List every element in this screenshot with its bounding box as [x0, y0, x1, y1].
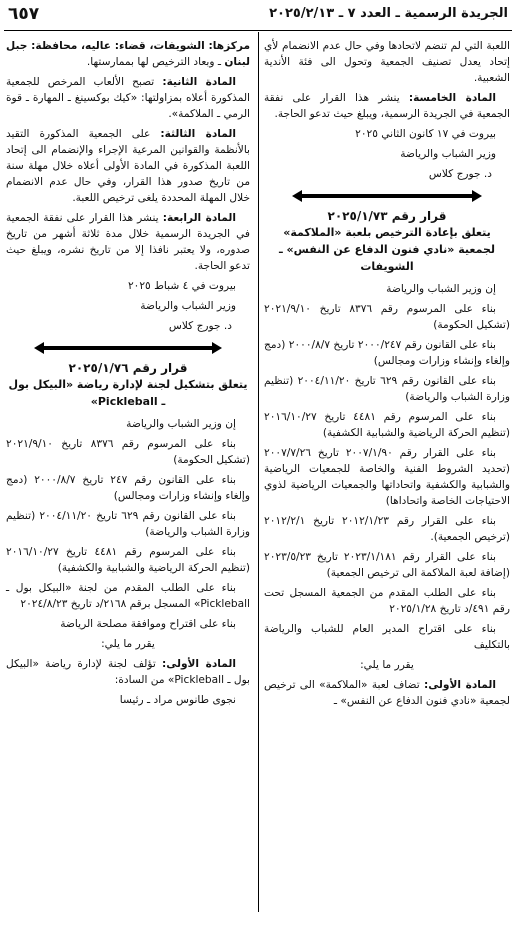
- decision-title: قرار رقم ٢٠٢٥/١/٧٣: [327, 209, 447, 223]
- page-header: [0, 0, 516, 30]
- decision-opening: إن وزير الشباب والرياضة: [126, 418, 236, 430]
- article-text: تؤلف لجنة لإدارة رياضة «البيكل بول ـ Pickleball» من السادة:: [6, 658, 250, 686]
- column-divider: [258, 32, 259, 912]
- reference-item: بناء على اقتراح وموافقة مصلحة الرياضة: [60, 618, 236, 630]
- committee-member: نجوى طانوس مراد ـ رئيسا: [119, 694, 236, 706]
- article-text: على الجمعية المذكورة التقيد بالأنظمة والقوانين المرعية الإجراء والإنضمام الى إتحاد اللعبة المذكورة في المادة الأولى أعلاه خلال مهلة سنة من تاريخ صدور هذا القرار، وفي حال عدم الانضمام خلال المهلة المحددة يلغى ترخيص اللعبة.: [6, 128, 250, 204]
- reference-item: بناء على المرسوم رقم ٨٣٧٦ تاريخ ٢٠٢١/٩/١٠ (تشكيل الحكومة): [264, 303, 510, 331]
- article-4: [6, 210, 250, 274]
- reference-item: بناء على الطلب المقدم من لجنة «البيكل بول ـ Pickleball» المسجل برقم ٢١٦٨/د تاريخ ٢٠٢٤/٨/٢٣: [6, 582, 250, 610]
- arrow-bar: [300, 194, 474, 198]
- location-text: مركزها: الشويفات، قضاء: عاليه، محافظة: جبل لبنان: [6, 40, 250, 68]
- decision-title: قرار رقم ٢٠٢٥/١/٧٦: [68, 361, 188, 375]
- reference-item: بناء على المرسوم رقم ٨٣٧٦ تاريخ ٢٠٢١/٩/١٠ (تشكيل الحكومة): [6, 438, 250, 466]
- right-column: [264, 38, 510, 713]
- left-column: [6, 38, 250, 712]
- arrow-right-tip: [212, 342, 222, 354]
- decision-opening: إن وزير الشباب والرياضة: [386, 283, 496, 295]
- decides-heading: يقرر ما يلي:: [360, 659, 414, 671]
- reference-item: بناء على القرار رقم ٢٠٢٣/١/١٨١ تاريخ ٢٠٢٣/٥/٢٣ (إضافة لعبة الملاكمة الى ترخيص الجمعية): [264, 551, 510, 579]
- article-2: [6, 74, 250, 122]
- article-label: المادة الأولى:: [162, 658, 236, 670]
- reference-item: بناء على القرار رقم ٢٠٠٧/١/٩٠ تاريخ ٢٠٠٧/٧/٢٦ (تحديد الشروط الفنية والخاصة للجمعيات الرياضية والشبابية والكشفية واتحاداتها والجمعيات الرياضية لذوي الاحتياجات الخاصة واتحاداها): [264, 447, 510, 507]
- reference-item: بناء على القانون رقم ٦٢٩ تاريخ ٢٠٠٤/١١/٢٠ (تنظيم وزارة الشباب والرياضة): [264, 375, 510, 403]
- decides-heading: يقرر ما يلي:: [101, 638, 155, 650]
- article-label: المادة الثالثة:: [160, 128, 236, 140]
- article-text: تضاف لعبة «الملاكمة» الى ترخيص لجمعية «نادي فنون الدفاع عن النفس» ـ: [264, 679, 510, 707]
- minister-title: وزير الشباب والرياضة: [400, 148, 496, 160]
- reference-item: بناء على اقتراح المدير العام للشباب والرياضة بالتكليف: [264, 623, 510, 651]
- article-label: المادة الخامسة:: [408, 92, 496, 104]
- article-3: [6, 126, 250, 206]
- page-number: ٦٥٧: [8, 4, 40, 24]
- issue-date: بيروت في ٤ شباط ٢٠٢٥: [127, 280, 236, 292]
- article-label: المادة الأولى:: [423, 679, 496, 691]
- continued-text-tail: ـ وبعاد الترخيص لها بممارستها.: [86, 56, 225, 68]
- arrow-bar: [42, 346, 214, 350]
- article-label: المادة الرابعة:: [162, 212, 236, 224]
- reference-item: بناء على المرسوم رقم ٤٤٨١ تاريخ ٢٠١٦/١٠/٢٧ (تنظيم الحركة الرياضية والشبابية والكشفية): [6, 546, 250, 574]
- header-rule: [4, 30, 512, 31]
- article-label: المادة الثانية:: [162, 76, 236, 88]
- decision-subject: يتعلق بإعادة الترخيص بلعبة «الملاكمة» لجمعية «نادي فنون الدفاع عن النفس» ـ الشويفات: [278, 226, 496, 273]
- section-divider-arrow: [292, 190, 482, 202]
- reference-item: بناء على القانون رقم ٢٠٠٠/٢٤٧ تاريخ ٢٠٠٠/٨/٧ (دمج وإلغاء وإنشاء وزارات ومجالس): [264, 339, 510, 367]
- section-divider-arrow: [34, 342, 222, 354]
- article-1: [6, 656, 250, 688]
- continued-text: اللعبة التي لم تنضم لاتحادها وفي حال عدم الانضمام لأي إتحاد يعدل تصنيف الجمعية وتحول الى فئة الأندية الشعبية.: [264, 40, 510, 84]
- gazette-title: الجريدة الرسمية ـ العدد ٧ ـ ٢٠٢٥/٢/١٣: [269, 6, 508, 21]
- article-text: تصبح الألعاب المرخص للجمعية المذكورة أعلاه بمزاولتها: «كيك بوكسينغ ـ المهارة ـ قوة الرمي ـ الملاكمة».: [6, 76, 250, 120]
- article-text: ينشر هذا القرار على نفقة الجمعية في الجريدة الرسمية خلال مدة ثلاثة أشهر من تاريخ صدوره، ولا يعتبر نافذا إلا من تاريخ نشره، ويبلغ حيث تدعو الحاجة.: [6, 212, 250, 272]
- article-5: [264, 90, 510, 122]
- reference-item: بناء على القانون رقم ٢٤٧ تاريخ ٢٠٠٠/٨/٧ (دمج وإلغاء وإنشاء وزارات ومجالس): [6, 474, 250, 502]
- minister-name: د. جورج كلاس: [428, 168, 492, 180]
- reference-item: بناء على القانون رقم ٦٢٩ تاريخ ٢٠٠٤/١١/٢٠ (تنظيم وزارة الشباب والرياضة): [6, 510, 250, 538]
- reference-item: بناء على الطلب المقدم من الجمعية المسجل تحت رقم ٤٩١/د تاريخ ٢٠٢٥/١/٢٨: [264, 587, 510, 615]
- minister-name: د. جورج كلاس: [168, 320, 232, 332]
- issue-date: بيروت في ١٧ كانون الثاني ٢٠٢٥: [355, 128, 496, 140]
- article-1: [264, 677, 510, 709]
- reference-item: بناء على القرار رقم ٢٠١٢/١/٢٣ تاريخ ٢٠١٢/٢/١ (ترخيص الجمعية).: [264, 515, 510, 543]
- decision-subject: يتعلق بتشكيل لجنة لإدارة رياضة «البيكل بول ـ Pickleball»: [8, 378, 248, 408]
- article-text: ينشر هذا القرار على نفقة الجمعية في الجريدة الرسمية، ويبلغ حيث تدعو الحاجة.: [264, 92, 510, 120]
- minister-title: وزير الشباب والرياضة: [140, 300, 236, 312]
- arrow-right-tip: [472, 190, 482, 202]
- reference-item: بناء على المرسوم رقم ٤٤٨١ تاريخ ٢٠١٦/١٠/٢٧ (تنظيم الحركة الرياضية والشبابية الكشفية): [264, 411, 510, 439]
- continued-text: [6, 38, 250, 70]
